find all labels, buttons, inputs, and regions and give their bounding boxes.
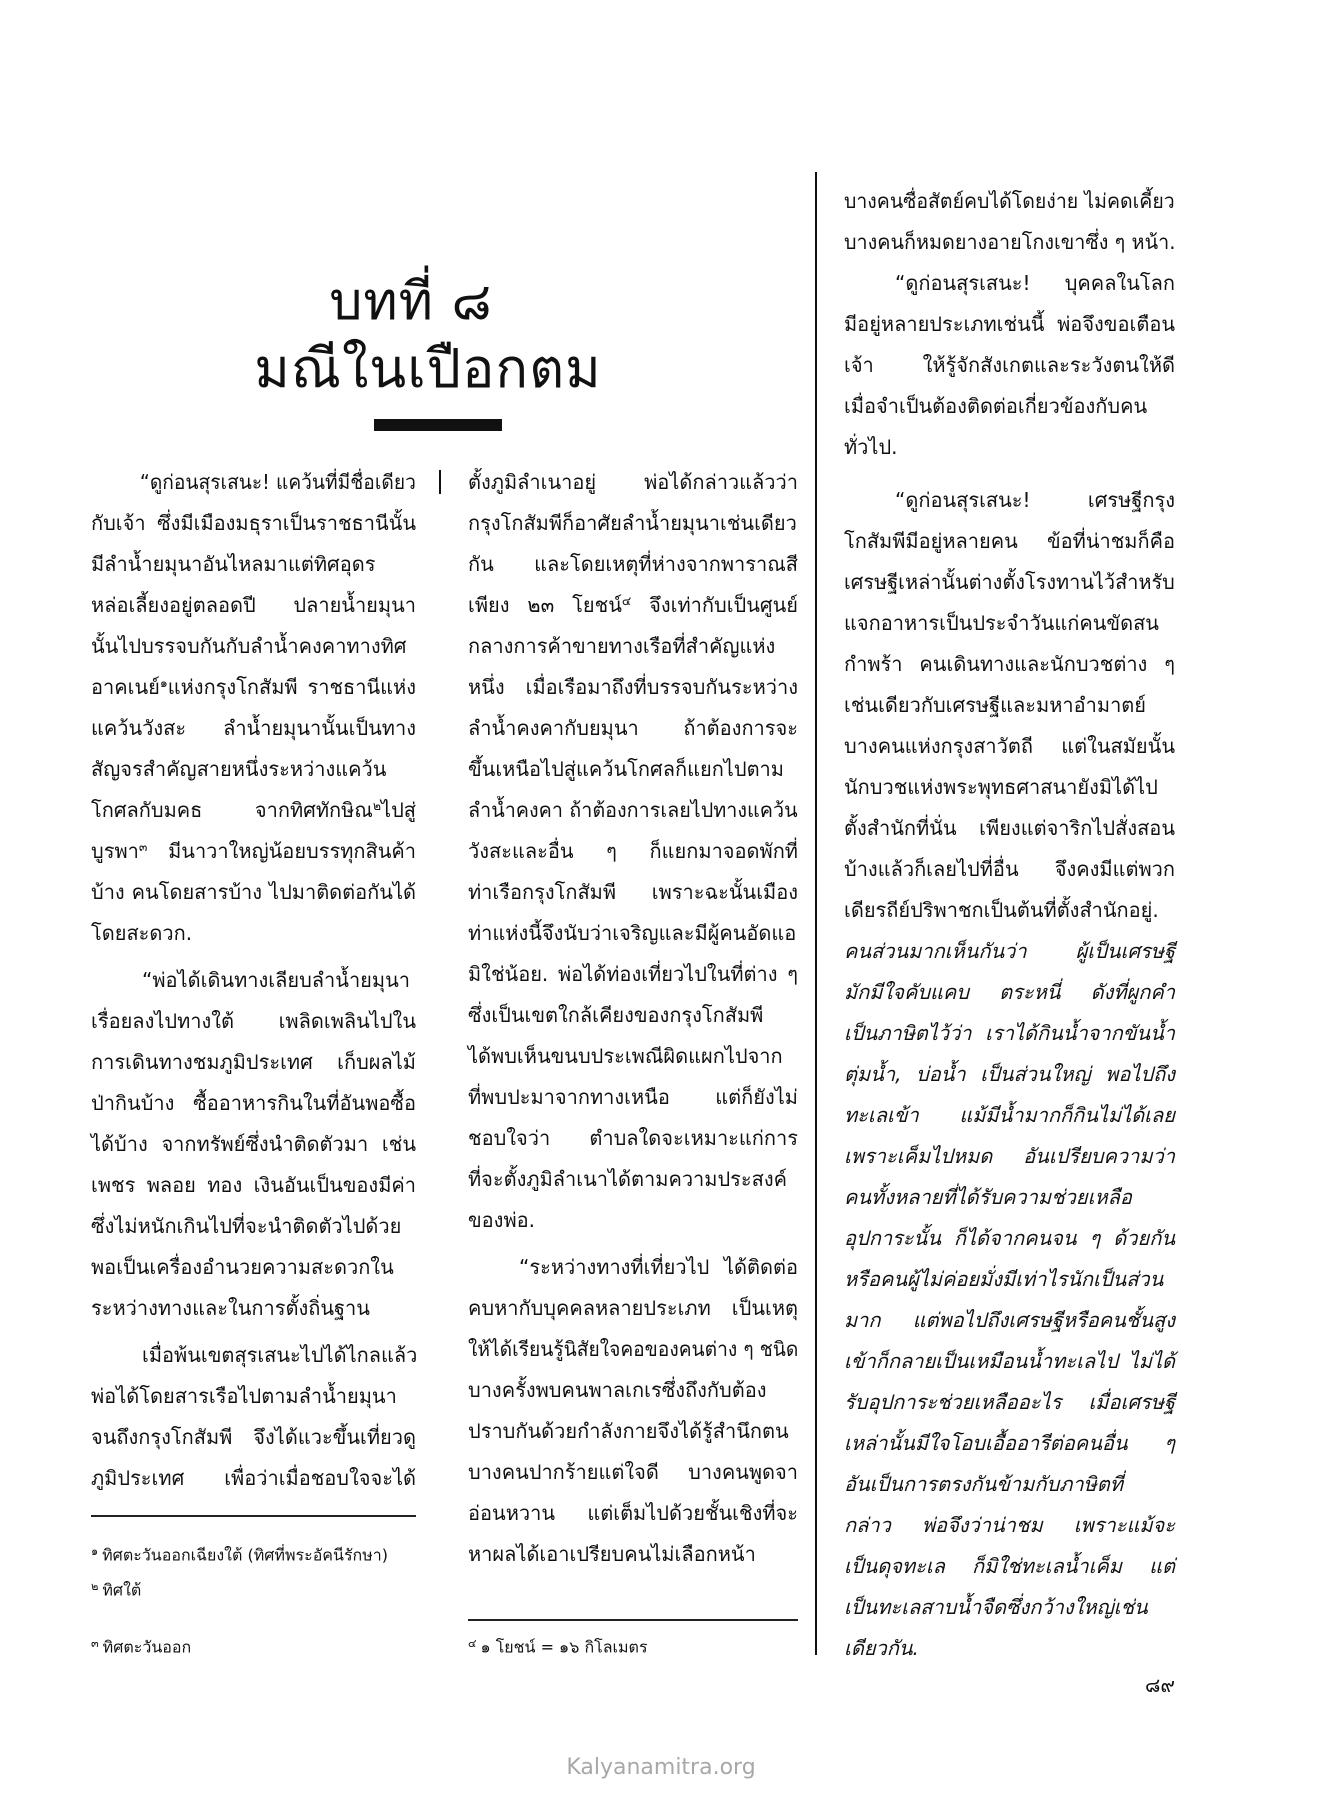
paragraph (844, 181, 1175, 263)
text-line: หล่อเลี้ยงอยู่ตลอดปี ปลายน้ำยมุนา (91, 593, 416, 617)
footnote (91, 1575, 141, 1603)
text-run: บูรพา (91, 839, 139, 863)
text-line: เข้าก็กลายเป็นเหมือนน้ำทะเลไป ไม่ได้ (844, 1349, 1175, 1373)
text-line: นักบวชแห่งพระพุทธศาสนายังมิได้ไป (844, 775, 1158, 799)
text-run: จึงเท่ากับเป็นศูนย์ (631, 593, 798, 617)
text-line: ลำน้ำคงคากับยมุนา ถ้าต้องการจะ (468, 716, 798, 740)
footnote-marker: ๓ (91, 1637, 99, 1650)
text-line: ซึ่งเป็นเขตใกล้เคียงของกรุงโกสัมพี (468, 1003, 764, 1027)
paragraph (844, 480, 1175, 1669)
text-line: อ่อนหวาน แต่เต็มไปด้วยชั้นเชิงที่จะ (468, 1501, 798, 1525)
chapter-number: บทที่ ๘ (329, 272, 493, 332)
text-run: มีนาวาใหญ่น้อยบรรทุกสินค้า (147, 839, 416, 863)
text-line: กล่าว พ่อจึงว่าน่าชม เพราะแม้จะ (844, 1513, 1175, 1537)
text-line: ปราบกันด้วยกำลังกายจึงได้รู้สำนึกตน (468, 1419, 789, 1443)
text-line: คนส่วนมากเห็นกันว่า ผู้เป็นเศรษฐี (844, 939, 1175, 963)
paragraph (91, 960, 416, 1329)
text-column-1 (91, 462, 416, 1499)
text-line: คนทั้งหลายที่ได้รับความช่วยเหลือ (844, 1185, 1132, 1209)
text-line: สัญจรสำคัญสายหนึ่งระหว่างแคว้น (91, 757, 387, 781)
text-line: เหล่านั้นมีใจโอบเอื้ออารีต่อคนอื่น ๆ (844, 1431, 1175, 1455)
footnote-text: ทิศตะวันออก (102, 1637, 192, 1657)
text-run: อาคเนย์ (91, 675, 160, 699)
text-line: เป็นภาษิตไว้ว่า เราได้กินน้ำจากขันน้ำ (844, 1021, 1175, 1045)
footnote-marker: ๑ (91, 1545, 99, 1558)
text-line: กลางการค้าขายทางเรือที่สำคัญแห่ง (468, 634, 776, 658)
footnote-rule (91, 1515, 416, 1517)
text-line: คบหากับบุคคลหลายประเภท เป็นเหตุ (468, 1296, 798, 1320)
text-line: เมื่อพ้นเขตสุรเสนะไปได้ไกลแล้ว (142, 1343, 418, 1367)
text-run: เพียง ๒๓ โยชน์ (468, 593, 622, 617)
column-divider (439, 470, 441, 494)
text-line: ขึ้นเหนือไปสู่แคว้นโกศลก็แยกไปตาม (468, 757, 784, 781)
text-line: ทั่วไป. (844, 435, 898, 459)
text-line: เจ้า ให้รู้จักสังเกตและระวังตนให้ดี (844, 353, 1175, 377)
text-line: แจกอาหารเป็นประจำวันแก่คนขัดสน (844, 611, 1159, 635)
footnote-reference: ๔ (621, 593, 632, 609)
paragraph (468, 1247, 798, 1575)
text-line: ตั้งสำนักที่นั่น เพียงแต่จาริกไปสั่งสอน (844, 816, 1175, 840)
text-line: มาก แต่พอไปถึงเศรษฐีหรือคนชั้นสูง (844, 1308, 1175, 1332)
text-line: โดยสะดวก. (91, 921, 193, 945)
text-line (468, 585, 798, 626)
text-column-3 (844, 181, 1175, 1669)
text-line: ทะเลเข้า แม้มีน้ำมากก็กินไม่ได้เลย (844, 1103, 1175, 1127)
text-line: “ระหว่างทางที่เที่ยวไป ได้ติดต่อ (519, 1255, 798, 1279)
text-line: ป่ากินบ้าง ซื้ออาหารกินในที่อันพอซื้อ (91, 1091, 416, 1115)
text-line: หาผลได้เอาเปรียบคนไม่เลือกหน้า (468, 1542, 756, 1566)
text-line: ท่าเรือกรุงโกสัมพี เพราะฉะนั้นเมือง (468, 880, 798, 904)
text-line (91, 667, 416, 708)
text-line: หนึ่ง เมื่อเรือมาถึงที่บรรจบกันระหว่าง (468, 675, 798, 699)
text-column-2 (468, 462, 798, 1575)
text-line: มักมีใจคับแคบ ตระหนี่ ดังที่ผูกคำ (844, 980, 1175, 1004)
paragraph (844, 263, 1175, 468)
text-line: ของพ่อ. (468, 1208, 536, 1232)
footnote-marker: ๒ (91, 1580, 99, 1593)
text-line: ให้ได้เรียนรู้นิสัยใจคอของคนต่าง ๆ ชนิด (468, 1337, 799, 1361)
text-line: บางคนก็หมดยางอายโกงเขาซึ่ง ๆ หน้า. (844, 230, 1176, 254)
text-line: ระหว่างทางและในการตั้งถิ่นฐาน (91, 1296, 370, 1320)
text-line: หรือคนผู้ไม่ค่อยมั่งมีเท่าไรนักเป็นส่วน (844, 1267, 1164, 1291)
footnote-reference: ๑ (159, 675, 168, 691)
text-line: ชอบใจว่า ตำบลใดจะเหมาะแก่การ (468, 1126, 798, 1150)
text-line: ได้บ้าง จากทรัพย์ซึ่งนำติดตัวมา เช่น (91, 1132, 416, 1156)
text-run: แห่งกรุงโกสัมพี ราชธานีแห่ง (167, 675, 416, 699)
watermark: Kalyanamitra.org (566, 1755, 756, 1780)
paragraph (91, 1335, 416, 1499)
title-underline-bar (374, 419, 502, 431)
text-line: บ้างแล้วก็เลยไปที่อื่น จึงคงมีแต่พวก (844, 857, 1175, 881)
text-line: “พ่อได้เดินทางเลียบลำน้ำยมุนา (142, 968, 410, 992)
text-line: มีอยู่หลายประเภทเช่นนี้ พ่อจึงขอเตือน (844, 312, 1175, 336)
text-line: กำพร้า คนเดินทางและนักบวชต่าง ๆ (844, 652, 1175, 676)
text-line: เป็นดุจทะเล ก็มิใช่ทะเลน้ำเค็ม แต่ (844, 1554, 1175, 1578)
footnote-text: ทิศตะวันออกเฉียงใต้ (ทิศที่พระอัคนีรักษา) (102, 1545, 388, 1565)
text-line: “ดูก่อนสุรเสนะ! เศรษฐีกรุง (895, 488, 1175, 512)
footnote (91, 1632, 191, 1660)
footnote-rule (468, 1619, 798, 1621)
text-line: กับเจ้า ซึ่งมีเมืองมธุราเป็นราชธานีนั้น (91, 511, 416, 535)
text-line: บ้าง คนโดยสารบ้าง ไปมาติดต่อกันได้ (91, 880, 416, 904)
text-line: นั้นไปบรรจบกันกับลำน้ำคงคาทางทิศ (91, 634, 407, 658)
text-line: บางครั้งพบคนพาลเกเรซึ่งถึงกับต้อง (468, 1378, 767, 1402)
text-line: ภูมิประเทศ เพื่อว่าเมื่อชอบใจจะได้ (91, 1466, 416, 1490)
footnote (468, 1632, 648, 1660)
text-line: “ดูก่อนสุรเสนะ! แคว้นที่มีชื่อเดียว (139, 470, 416, 494)
text-line (91, 790, 416, 831)
text-line: แคว้นวังสะ ลำน้ำยมุนานั้นเป็นทาง (91, 716, 416, 740)
text-line: กัน และโดยเหตุที่ห่างจากพาราณสี (468, 552, 798, 576)
text-line: บางคนซื่อสัตย์คบได้โดยง่าย ไม่คดเคี้ยว (844, 189, 1175, 213)
text-line: บางคนปากร้ายแต่ใจดี บางคนพูดจา (468, 1460, 798, 1484)
paragraph (91, 462, 416, 954)
text-line: จนถึงกรุงโกสัมพี จึงได้แวะขึ้นเที่ยวดู (91, 1425, 416, 1449)
footnote-reference: ๒ (372, 798, 382, 814)
text-line: มิใช่น้อย. พ่อได้ท่องเที่ยวไปในที่ต่าง ๆ (468, 962, 798, 986)
text-line: เศรษฐีเหล่านั้นต่างตั้งโรงทานไว้สำหรับ (844, 570, 1175, 594)
text-line: เดียวกัน. (844, 1636, 919, 1660)
footnote-text: ทิศใต้ (102, 1580, 142, 1600)
text-line: การเดินทางชมภูมิประเทศ เก็บผลไม้ (91, 1050, 416, 1074)
text-line: เรื่อยลงไปทางใต้ เพลิดเพลินไปใน (91, 1009, 416, 1033)
text-line: พอเป็นเครื่องอำนวยความสะดวกใน (91, 1255, 394, 1279)
text-line: ที่พบปะมาจากทางเหนือ แต่ก็ยังไม่ (468, 1085, 798, 1109)
text-line: ตั้งภูมิลำเนาอยู่ พ่อได้กล่าวแล้วว่า (468, 470, 798, 494)
footnote-text: ๑ โยชน์ = ๑๖ กิโลเมตร (480, 1637, 648, 1657)
column-divider (815, 172, 817, 1655)
text-line: วังสะและอื่น ๆ ก็แยกมาจอดพักที่ (468, 839, 798, 863)
text-line: มีลำน้ำยมุนาอันไหลมาแต่ทิศอุดร (91, 552, 376, 576)
text-line: เดียรถีย์ปริพาชกเป็นต้นที่ตั้งสำนักอยู่. (844, 898, 1159, 922)
text-line: เพราะเค็มไปหมด อันเปรียบความว่า (844, 1144, 1175, 1168)
footnote (91, 1540, 388, 1568)
text-line: รับอุปการะช่วยเหลืออะไร เมื่อเศรษฐี (844, 1390, 1175, 1414)
text-line: กรุงโกสัมพีก็อาศัยลำน้ำยมุนาเช่นเดียว (468, 511, 797, 535)
paragraph (468, 462, 798, 1241)
text-line: เป็นทะเลสาบน้ำจืดซึ่งกว้างใหญ่เช่น (844, 1595, 1148, 1619)
text-line: “ดูก่อนสุรเสนะ! บุคคลในโลก (895, 271, 1175, 295)
text-line: เพชร พลอย ทอง เงินอันเป็นของมีค่า (91, 1173, 416, 1197)
footnote-reference: ๓ (138, 839, 148, 855)
text-line: ที่จะตั้งภูมิลำเนาได้ตามความประสงค์ (468, 1167, 787, 1191)
text-line: อุปการะนั้น ก็ได้จากคนจน ๆ ด้วยกัน (844, 1226, 1175, 1250)
text-line: ลำน้ำคงคา ถ้าต้องการเลยไปทางแคว้น (468, 798, 798, 822)
text-line: พ่อได้โดยสารเรือไปตามลำน้ำยมุนา (91, 1384, 397, 1408)
text-line (91, 831, 416, 872)
text-line: บางคนแห่งกรุงสาวัตถี แต่ในสมัยนั้น (844, 734, 1175, 758)
text-line: โกสัมพีมีอยู่หลายคน ข้อที่น่าชมก็คือ (844, 529, 1175, 553)
text-run: โกศลกับมคธ จากทิศทักษิณ (91, 798, 373, 822)
text-line: ตุ่มน้ำ, บ่อน้ำ เป็นส่วนใหญ่ พอไปถึง (844, 1062, 1175, 1086)
page-number: ๘๙ (1144, 1673, 1176, 1697)
text-line: อันเป็นการตรงกันข้ามกับภาษิตที่ (844, 1472, 1123, 1496)
text-line: ท่าแห่งนี้จึงนับว่าเจริญและมีผู้คนอัดแอ (468, 921, 797, 945)
chapter-title: มณีในเปือกตม (254, 337, 602, 400)
text-line: เมื่อจำเป็นต้องติดต่อเกี่ยวข้องกับคน (844, 394, 1148, 418)
footnote-marker: ๔ (468, 1637, 477, 1650)
text-line: ซึ่งไม่หนักเกินไปที่จะนำติดตัวไปด้วย (91, 1214, 402, 1238)
text-run: ไปสู่ (381, 798, 416, 822)
text-line: ได้พบเห็นขนบประเพณีผิดแผกไปจาก (468, 1044, 783, 1068)
text-line: เช่นเดียวกับเศรษฐีและมหาอำมาตย์ (844, 693, 1147, 717)
